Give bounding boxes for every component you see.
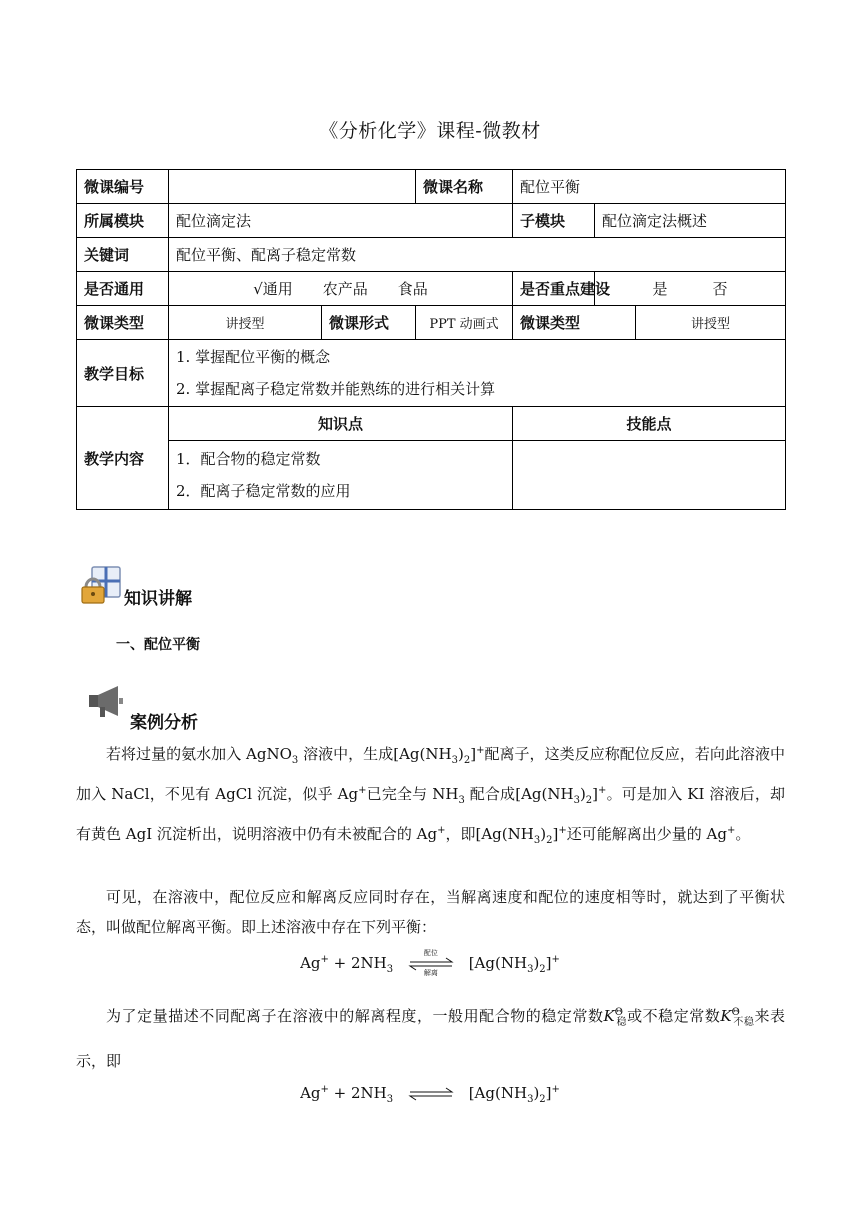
section-heading-case-analysis: 案例分析 <box>130 713 198 733</box>
value-submodule: 配位滴定法概述 <box>595 204 786 238</box>
label-submodule: 子模块 <box>513 204 595 238</box>
goal-item: 2. 掌握配离子稳定常数并能熟练的进行相关计算 <box>176 380 496 398</box>
subsection-heading: 一、配位平衡 <box>116 637 200 653</box>
label-keywords: 关键词 <box>77 238 169 272</box>
knowledge-item: 2．配离子稳定常数的应用 <box>176 482 351 500</box>
course-info-table <box>76 169 786 510</box>
value-micro-form: PPT 动画式 <box>416 306 513 340</box>
value-micro-type: 讲授型 <box>169 306 322 340</box>
label-micro-name: 微课名称 <box>416 170 513 204</box>
label-key-build: 是否重点建设 <box>513 272 595 306</box>
value-module: 配位滴定法 <box>169 204 513 238</box>
label-teaching-goals: 教学目标 <box>77 340 169 407</box>
value-general: √通用 农产品 食品 <box>169 272 513 306</box>
document-title: 《分析化学》课程-微教材 <box>319 120 541 142</box>
label-general: 是否通用 <box>77 272 169 306</box>
value-keywords: 配位平衡、配离子稳定常数 <box>169 238 786 272</box>
goal-item: 1. 掌握配位平衡的概念 <box>176 348 331 366</box>
label-micro-type-2: 微课类型 <box>513 306 636 340</box>
label-module: 所属模块 <box>77 204 169 238</box>
value-micro-type-2: 讲授型 <box>636 306 786 340</box>
label-micro-form: 微课形式 <box>322 306 416 340</box>
paragraph-case-2: 可见，在溶液中，配位反应和解离反应同时存在，当解离速度和配位的速度相等时，就达到了平衡状态，叫做配位解离平衡。即上述溶液中存在下列平衡： <box>76 888 785 936</box>
label-micro-type: 微课类型 <box>77 306 169 340</box>
lock-book-icon <box>78 565 124 605</box>
label-teaching-content: 教学内容 <box>77 407 169 510</box>
value-micro-id <box>169 170 416 204</box>
section-heading-explanation: 知识讲解 <box>124 589 192 609</box>
paragraph-constants: 为了定量描述不同配离子在溶液中的解离程度，一般用配合物的稳定常数$K^\Theta_稳$或不稳定常数$K^\Theta_{不稳}$来表示，即 <box>76 1007 786 1070</box>
header-skill-points: 技能点 <box>513 407 786 441</box>
paragraph-case-1: 若将过量的氨水加入 AgNO$_3$ 溶液中，生成$[Ag(NH_3)_2]^+$配离子，这类反应称配位反应，若向此溶液中加入 NaCl，不见有 AgCl 沉淀，似乎 Ag+已完全与 $NH_3$ 配合成$[Ag(NH_3)_2]^+$。可是加入 KI 溶液后，却有黄色 AgI 沉淀析出，说明溶液中仍有未被配合的 Ag+，即$[Ag(NH_3)_2]^+$还可能解离出少量的 Ag+。 <box>76 745 785 846</box>
header-knowledge-points: 知识点 <box>169 407 513 441</box>
value-key-build: 是 否 <box>595 272 786 306</box>
label-micro-id: 微课编号 <box>77 170 169 204</box>
equilibrium-arrow-icon <box>406 1085 456 1103</box>
equation-equilibrium-1: $Ag^+ + 2NH_3$ 配位 解离 $[Ag(NH_3)_2]^+$ <box>300 949 560 977</box>
knowledge-item: 1．配合物的稳定常数 <box>176 450 321 468</box>
value-micro-name: 配位平衡 <box>513 170 786 204</box>
equation-equilibrium-2: $Ag^+ + 2NH_3$ $[Ag(NH_3)_2]^+$ <box>300 1084 560 1105</box>
value-knowledge-points <box>169 441 513 510</box>
value-skill-points <box>513 441 786 510</box>
value-teaching-goals <box>169 340 786 407</box>
equilibrium-arrow-icon: 配位 解离 <box>406 955 456 973</box>
megaphone-icon <box>86 684 126 720</box>
